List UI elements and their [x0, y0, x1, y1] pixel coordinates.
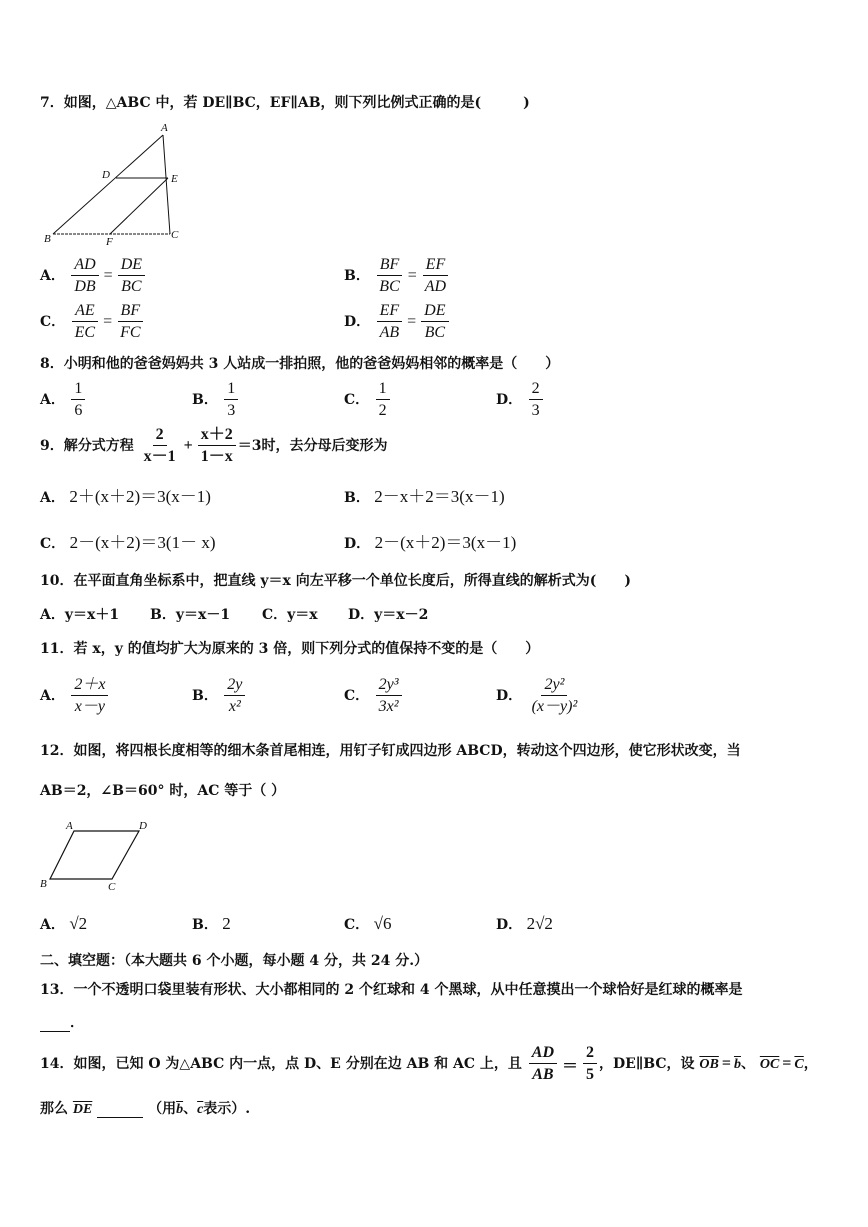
q11-option-a[interactable]: A． $\frac{2+x}{x-y}$ — [40, 676, 110, 716]
q8-option-c[interactable]: C． $\frac{1}{2}$ — [344, 380, 392, 420]
segment-ef — [110, 178, 168, 234]
q13-blank[interactable] — [40, 1017, 70, 1032]
q11-option-b[interactable]: B． $\frac{2y}{\text{x²}}$ — [192, 676, 247, 716]
q9-option-c[interactable]: C． 2－(x＋2)＝3(1－ x) — [40, 533, 216, 552]
q12-stem: 12．如图，将四根长度相等的细木条首尾相连，用钉子钉成四边形 ABCD，转动这个四边形，使它形状改变，当 — [40, 743, 741, 759]
q8-option-d[interactable]: D． $\frac{2}{3}$ — [496, 380, 545, 420]
q7-stem: 7．如图，△ABC 中，若 DE∥BC，EF∥AB，则下列比例式正确的是( ) — [40, 95, 530, 111]
side-ab — [53, 135, 163, 234]
q11-option-d[interactable]: D． $\frac{\text{2y²}}{\text{(x－y)²}}$ — [496, 676, 578, 715]
q10-option-c[interactable]: C．y＝x — [262, 607, 318, 623]
rhombus-abcd — [50, 831, 139, 879]
q14-stem-line2: 那么 $\overline{DE}$ （用$\overline{b}$、$\overline{c}$表示）. — [40, 1101, 251, 1117]
side-ac — [163, 135, 170, 234]
q9-option-d[interactable]: D． 2－(x＋2)＝3(x－1) — [344, 533, 517, 552]
label-d: D — [102, 169, 110, 181]
q13-stem: 13．一个不透明口袋里装有形状、大小都相同的 2 个红球和 4 个黑球，从中任意摸出一个球恰好是红球的概率是 — [40, 982, 743, 998]
q10-stem: 10．在平面直角坐标系中，把直线 y＝x 向左平移一个单位长度后，所得直线的解析式为( ) — [40, 573, 631, 589]
q9-option-b[interactable]: B． 2－x＋2＝3(x－1) — [344, 487, 505, 506]
label-c: C — [108, 881, 116, 893]
q7-option-c[interactable]: C． $\frac{AE}{EC}$ = $\frac{BF}{FC}$ — [40, 302, 146, 342]
q9-option-a[interactable]: A． 2＋(x＋2)＝3(x－1) — [40, 487, 211, 506]
q7-option-a[interactable]: A． $\frac{AD}{DB}$ = $\frac{DE}{BC}$ — [40, 256, 147, 296]
label-e: E — [171, 173, 178, 185]
label-b: B — [44, 233, 51, 245]
q7-option-d[interactable]: D． $\frac{EF}{AB}$ = $\frac{DE}{BC}$ — [344, 302, 451, 342]
label-a: A — [66, 820, 73, 832]
q12-option-d[interactable]: D． 2√2 — [496, 914, 553, 933]
q10-option-b[interactable]: B．y＝x－1 — [150, 607, 231, 623]
q8-stem: 8．小明和他的爸爸妈妈共 3 人站成一排拍照，他的爸爸妈妈相邻的概率是（ ） — [40, 356, 560, 372]
q11-stem: 11．若 x，y 的值均扩大为原来的 3 倍，则下列分式的值保持不变的是（ ） — [40, 641, 540, 657]
q12-stem-line2: AB＝2，∠B＝60° 时，AC 等于（ ） — [40, 783, 286, 799]
label-d: D — [139, 820, 147, 832]
section-heading: 二、填空题：（本大题共 6 个小题，每小题 4 分，共 24 分.） — [40, 953, 429, 969]
label-c: C — [171, 229, 179, 241]
q10-option-d[interactable]: D．y＝x－2 — [348, 607, 429, 623]
q12-option-a[interactable]: A． √2 — [40, 914, 88, 933]
q8-option-b[interactable]: B． $\frac{1}{3}$ — [192, 380, 240, 420]
q11-option-c[interactable]: C． $\frac{\text{2y³}}{\text{3x²}}$ — [344, 676, 404, 716]
q14-blank[interactable] — [97, 1103, 143, 1118]
q9-stem: 9．解分式方程 $\frac{2}{x-1}$ + $\frac{x+2}{1-x}$ ＝3时，去分母后变形为 — [40, 426, 388, 465]
q14-stem: 14．如图，已知 O 为△ABC 内一点，点 D、E 分别在边 AB 和 AC 上，且 $\frac{AD}{AB}$ ＝ $\frac{2}{5}$ ，DE∥BC，设 $\overline{OB} = \overline{b}$、 $\overline{OC} = \overline{C}$， — [40, 1044, 818, 1083]
q12-option-b[interactable]: B． 2 — [192, 914, 231, 933]
q7-triangle-figure — [40, 120, 190, 250]
q12-rhombus-figure — [38, 815, 158, 895]
label-f: F — [106, 236, 113, 248]
q8-option-a[interactable]: A． $\frac{1}{6}$ — [40, 380, 87, 420]
q13-answer-line: ． — [40, 1012, 84, 1032]
label-b: B — [40, 878, 47, 890]
q12-option-c[interactable]: C． √6 — [344, 914, 392, 933]
label-a: A — [161, 122, 168, 134]
q10-option-a[interactable]: A．y＝x＋1 — [40, 607, 120, 623]
q7-option-b[interactable]: B． $\frac{BF}{BC}$ = $\frac{EF}{AD}$ — [344, 256, 451, 296]
